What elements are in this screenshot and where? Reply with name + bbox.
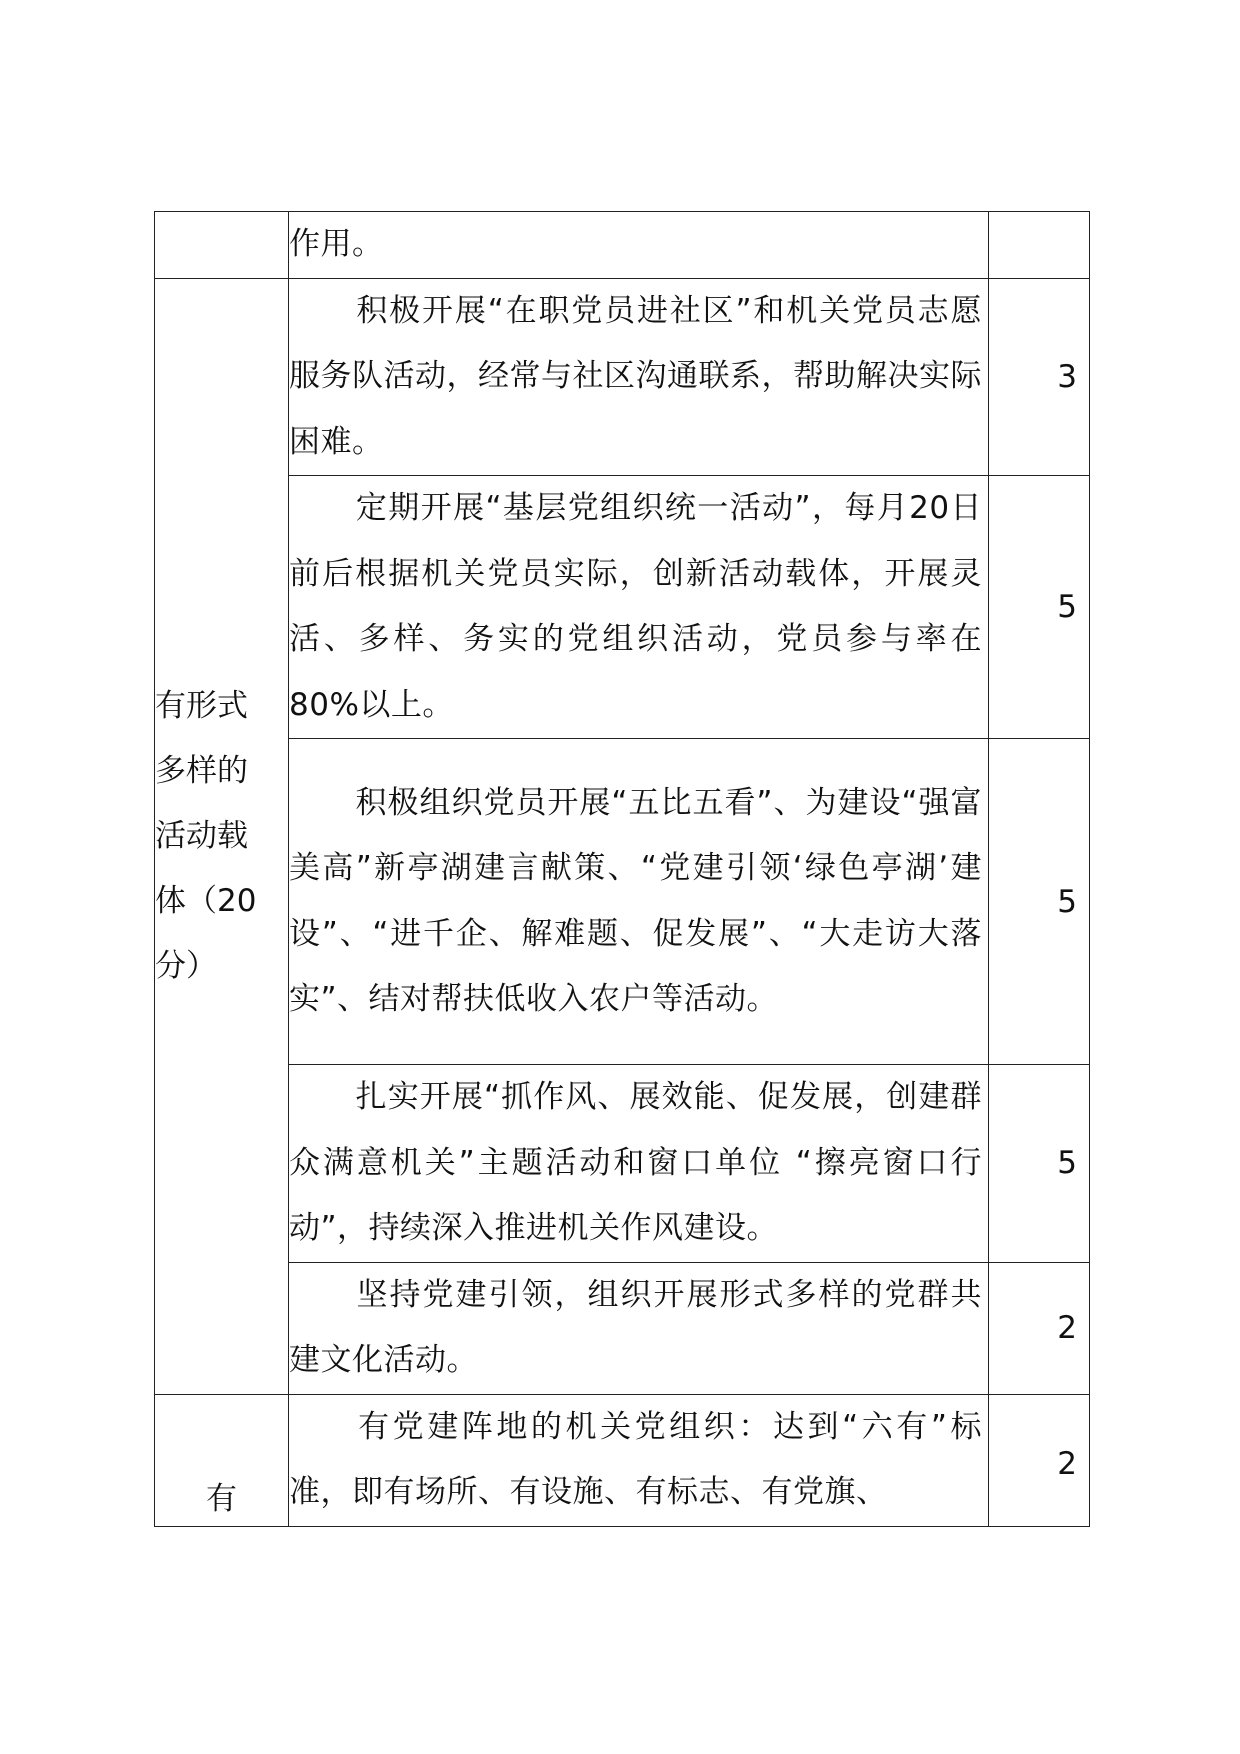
description-cell xyxy=(289,1262,989,1394)
category-cell: 有 xyxy=(155,1394,289,1526)
category-label: 有形式多样的活动载体（20分） xyxy=(155,687,257,984)
score-cell: 5 xyxy=(989,739,1090,1065)
score-cell: 2 xyxy=(989,1262,1090,1394)
score-cell: 5 xyxy=(989,1065,1090,1263)
description-cell xyxy=(289,1394,989,1526)
description-text: 定期开展“基层党组织统一活动”，每月20日前后根据机关党员实际，创新活动载体，开展灵活、多样、务实的党组织活动，党员参与率在80%以上。 xyxy=(289,490,982,723)
score-cell xyxy=(989,212,1090,279)
description-text: 作用。 xyxy=(289,226,384,262)
table-row xyxy=(155,1394,1090,1526)
score-cell: 2 xyxy=(989,1394,1090,1526)
description-cell xyxy=(289,212,989,279)
table-row xyxy=(155,739,1090,1065)
table-row xyxy=(155,1065,1090,1263)
category-cell xyxy=(155,278,289,1394)
evaluation-table xyxy=(154,211,1090,1527)
description-cell xyxy=(289,278,989,476)
table-row xyxy=(155,278,1090,476)
description-text: 积极组织党员开展“五比五看”、为建设“强富美高”新亭湖建言献策、“党建引领‘绿色亭湖’建设”、“进千企、解难题、促发展”、“大走访大落实”、结对帮扶低收入农户等活动。 xyxy=(289,784,982,1017)
category-cell xyxy=(155,212,289,279)
description-text: 坚持党建引领，组织开展形式多样的党群共建文化活动。 xyxy=(289,1276,982,1378)
table-row xyxy=(155,476,1090,739)
description-text: 扎实开展“抓作风、展效能、促发展，创建群众满意机关”主题活动和窗口单位 “擦亮窗口行动”，持续深入推进机关作风建设。 xyxy=(289,1079,982,1246)
description-cell xyxy=(289,1065,989,1263)
score-cell: 5 xyxy=(989,476,1090,739)
score-cell: 3 xyxy=(989,278,1090,476)
description-text: 有党建阵地的机关党组织：达到“六有”标准，即有场所、有设施、有标志、有党旗、 xyxy=(289,1408,982,1510)
table-row xyxy=(155,212,1090,279)
description-text: 积极开展“在职党员进社区”和机关党员志愿服务队活动，经常与社区沟通联系，帮助解决实际困难。 xyxy=(289,292,982,460)
description-cell xyxy=(289,739,989,1065)
description-cell xyxy=(289,476,989,739)
table-row xyxy=(155,1262,1090,1394)
